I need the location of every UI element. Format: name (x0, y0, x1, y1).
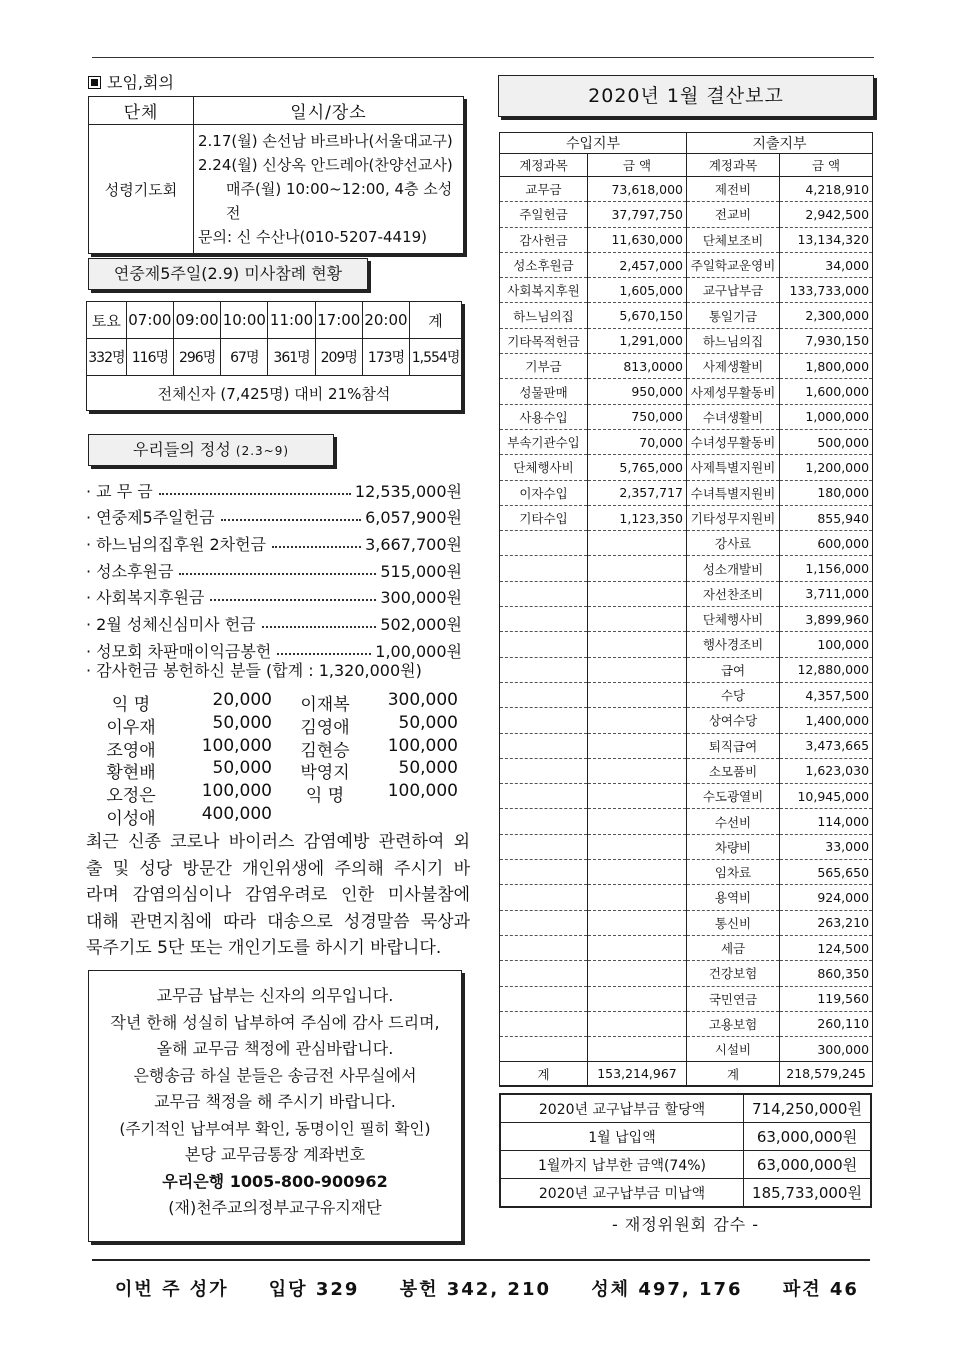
settlement-row (500, 202, 873, 227)
expense-amount: 855,940 (780, 505, 873, 530)
meetings-section-title: 모임,회의 (88, 70, 174, 93)
income-amount: 11,630,000 (588, 227, 687, 252)
mass-count: 332명 (87, 339, 127, 376)
dues-label: 1월 납입액 (500, 1123, 744, 1151)
expense-amount: 2,300,000 (780, 303, 873, 328)
expense-item: 주일학교운영비 (687, 252, 780, 277)
settlement-row (500, 607, 873, 632)
income-item (500, 784, 588, 809)
income-amount (588, 1011, 687, 1036)
tithe-line: 교무금 납부는 신자의 의무입니다. (156, 986, 394, 1005)
settlement-row (500, 682, 873, 707)
tithe-line: 작년 한해 성실히 납부하여 주심에 감사 드리며, (110, 1012, 440, 1032)
income-item (500, 682, 588, 707)
tithe-line: 본당 교무금통장 계좌번호 (184, 1145, 366, 1164)
settlement-row (500, 404, 873, 429)
income-item (500, 885, 588, 910)
income-amount: 1,291,000 (588, 328, 687, 353)
expense-amount: 500,000 (780, 429, 873, 454)
expense-amount: 1,800,000 (780, 354, 873, 379)
expense-item: 통일기금 (687, 303, 780, 328)
meeting-group-name: 성령기도회 (89, 125, 194, 254)
expense-amount: 1,200,000 (780, 455, 873, 480)
income-amount (588, 935, 687, 960)
expense-item: 단체보조비 (687, 227, 780, 252)
meetings-header-group: 단체 (89, 97, 194, 125)
mass-header: 토요 (87, 302, 127, 339)
settlement-row (500, 657, 873, 682)
expense-item: 전교비 (687, 202, 780, 227)
settlement-row (500, 278, 873, 303)
expense-amount: 565,650 (780, 860, 873, 885)
mass-header: 11:00 (268, 302, 315, 339)
income-item (500, 733, 588, 758)
dues-amount: 185,733,000원 (744, 1179, 872, 1208)
expense-item: 고용보험 (687, 1011, 780, 1036)
meeting-line: 매주(월) 10:00~12:00, 4층 소성전 (226, 180, 453, 222)
expense-amount: 860,350 (780, 961, 873, 986)
expense-amount: 100,000 (780, 632, 873, 657)
income-item (500, 1011, 588, 1036)
dues-label: 1월까지 납부한 금액(74%) (500, 1151, 744, 1179)
expense-item: 수녀생활비 (687, 404, 780, 429)
mass-header: 07:00 (126, 302, 173, 339)
expense-total: 218,579,245 (780, 1062, 873, 1087)
income-item: 사용수입 (500, 404, 588, 429)
income-item: 교무금 (500, 177, 588, 202)
settlement-row (500, 556, 873, 581)
income-item: 기부금 (500, 354, 588, 379)
donor-row: 이성애 400,000 (106, 803, 272, 829)
hymn-offertory: 봉헌 342, 210 (399, 1279, 551, 1300)
income-item: 성물판매 (500, 379, 588, 404)
expense-amount: 33,000 (780, 834, 873, 859)
mass-header: 09:00 (173, 302, 220, 339)
settlement-table (499, 132, 873, 1087)
expense-amount: 10,945,000 (780, 784, 873, 809)
income-amount: 70,000 (588, 429, 687, 454)
income-item: 이자수입 (500, 480, 588, 505)
dues-label: 2020년 교구납부금 미납액 (500, 1179, 744, 1208)
offering-item: · 교 무 금 12,535,000원 (86, 481, 462, 501)
col-item-header: 계정과목 (500, 154, 588, 177)
income-item (500, 1037, 588, 1062)
expense-amount: 3,711,000 (780, 581, 873, 606)
notice-line: 출 및 성당 방문간 개인위생에 주의해 주시기 바 (86, 858, 470, 879)
hymn-entrance: 입당 329 (268, 1279, 360, 1300)
settlement-row (500, 303, 873, 328)
expense-amount: 180,000 (780, 480, 873, 505)
settlement-row (500, 581, 873, 606)
income-amount (588, 885, 687, 910)
bottom-rule (92, 1259, 870, 1261)
income-item (500, 657, 588, 682)
expense-total-label: 계 (687, 1062, 780, 1087)
settlement-row (500, 834, 873, 859)
expense-item: 자선찬조비 (687, 581, 780, 606)
expense-item: 사제특별지원비 (687, 455, 780, 480)
expense-item: 수녀특별지원비 (687, 480, 780, 505)
expense-header: 지출지부 (687, 133, 873, 154)
expense-amount: 1,623,030 (780, 758, 873, 783)
tithe-notice-box (88, 970, 462, 1242)
income-amount (588, 784, 687, 809)
expense-item: 수당 (687, 682, 780, 707)
hymn-footer (92, 1275, 882, 1301)
meetings-table (88, 96, 464, 254)
col-item-header: 계정과목 (687, 154, 780, 177)
settlement-row (500, 784, 873, 809)
offering-item: · 성소후원금 515,000원 (86, 561, 462, 581)
expense-item: 단체행사비 (687, 607, 780, 632)
settlement-row (500, 632, 873, 657)
income-amount: 950,000 (588, 379, 687, 404)
income-item: 성소후원금 (500, 252, 588, 277)
income-item (500, 961, 588, 986)
income-item (500, 607, 588, 632)
expense-item: 행사경조비 (687, 632, 780, 657)
hymn-dismissal: 파견 46 (782, 1279, 859, 1300)
notice-line: 대해 관면지침에 따라 대송으로 성경말씀 묵상과 (86, 911, 470, 932)
offering-item: · 연중제5주일헌금 6,057,900원 (86, 508, 462, 528)
expense-item: 교구납부금 (687, 278, 780, 303)
income-amount (588, 986, 687, 1011)
income-item (500, 910, 588, 935)
expense-amount: 260,110 (780, 1011, 873, 1036)
income-amount (588, 581, 687, 606)
expense-item: 국민연금 (687, 986, 780, 1011)
income-item: 기타수입 (500, 505, 588, 530)
expense-amount: 4,218,910 (780, 177, 873, 202)
settlement-row (500, 455, 873, 480)
finance-committee-note: - 재정위원회 감수 - (612, 1215, 759, 1234)
income-amount (588, 657, 687, 682)
expense-amount: 263,210 (780, 910, 873, 935)
offering-item: · 2월 성체신심미사 헌금 502,000원 (86, 615, 462, 635)
settlement-row (500, 531, 873, 556)
expense-item: 제전비 (687, 177, 780, 202)
income-amount: 2,357,717 (588, 480, 687, 505)
meeting-details (194, 125, 464, 254)
tithe-line: 은행송금 하실 분들은 송금전 사무실에서 (133, 1065, 417, 1085)
income-amount (588, 708, 687, 733)
col-amount-header: 금 액 (588, 154, 687, 177)
settlement-row (500, 961, 873, 986)
income-item: 부속기관수입 (500, 429, 588, 454)
expense-amount: 133,733,000 (780, 278, 873, 303)
income-item (500, 834, 588, 859)
settlement-row (500, 733, 873, 758)
expense-item: 하느님의집 (687, 328, 780, 353)
settlement-row (500, 758, 873, 783)
expense-item: 소모품비 (687, 758, 780, 783)
notice-line: 라며 감염의심이나 감염우려로 인한 미사불참에 (86, 885, 470, 905)
settlement-row (500, 910, 873, 935)
income-item: 감사헌금 (500, 227, 588, 252)
mass-header: 20:00 (362, 302, 409, 339)
expense-item: 건강보험 (687, 961, 780, 986)
mass-count: 296명 (173, 339, 220, 376)
expense-amount: 2,942,500 (780, 202, 873, 227)
corona-notice (86, 829, 470, 962)
settlement-row (500, 252, 873, 277)
expense-item: 임차료 (687, 860, 780, 885)
expense-amount: 4,357,500 (780, 682, 873, 707)
settlement-row (500, 379, 873, 404)
donor-row: 오정은 100,000 익 명 100,000 (106, 781, 458, 807)
dues-label: 2020년 교구납부금 할당액 (500, 1094, 744, 1123)
income-amount (588, 632, 687, 657)
thanks-offering-summary: · 감사헌금 봉헌하신 분들 (합계 : 1,320,000원) (86, 661, 422, 680)
bank-account: 우리은행 1005-800-900962 (162, 1171, 388, 1191)
col-amount-header: 금 액 (780, 154, 873, 177)
expense-item: 상여수당 (687, 708, 780, 733)
notice-line: 최근 신종 코로나 바이러스 감염예방 관련하여 외 (86, 832, 470, 852)
income-amount (588, 809, 687, 834)
income-item: 단체행사비 (500, 455, 588, 480)
income-amount: 73,618,000 (588, 177, 687, 202)
mass-count: 116명 (126, 339, 173, 376)
income-item: 기타목적헌금 (500, 328, 588, 353)
meeting-line: 2.24(월) 신상옥 안드레아(찬양선교사) (198, 156, 453, 174)
settlement-row (500, 177, 873, 202)
mass-count: 1,554명 (410, 339, 462, 376)
expense-amount: 34,000 (780, 252, 873, 277)
income-amount (588, 834, 687, 859)
hymn-communion: 성체 497, 176 (591, 1279, 743, 1300)
income-amount (588, 758, 687, 783)
income-total: 153,214,967 (588, 1062, 687, 1087)
mass-count: 67명 (221, 339, 268, 376)
expense-amount: 3,473,665 (780, 733, 873, 758)
income-item (500, 632, 588, 657)
settlement-row (500, 505, 873, 530)
offering-item: · 하느님의집후원 2차헌금 3,667,700원 (86, 535, 462, 555)
settlement-row (500, 809, 873, 834)
income-amount: 1,123,350 (588, 505, 687, 530)
meetings-header-datetime: 일시/장소 (194, 97, 464, 125)
expense-item: 성소개발비 (687, 556, 780, 581)
meeting-line: 2.17(월) 손선남 바르바나(서울대교구) (198, 132, 453, 150)
income-item: 사회복지후원 (500, 278, 588, 303)
income-item (500, 809, 588, 834)
tithe-line: (주기적인 납부여부 확인, 동명이인 필히 확인) (119, 1119, 431, 1138)
income-item (500, 708, 588, 733)
donor-row: 황현배 50,000 박영지 50,000 (106, 758, 458, 784)
mass-attendance-table (86, 301, 462, 411)
expense-item: 사제생활비 (687, 354, 780, 379)
income-total-label: 계 (500, 1062, 588, 1087)
income-amount (588, 961, 687, 986)
hymn-label: 이번 주 성가 (115, 1279, 229, 1300)
dues-amount: 714,250,000원 (744, 1094, 872, 1123)
income-item (500, 758, 588, 783)
income-amount (588, 531, 687, 556)
offerings-title: 우리들의 정성 (2.3~9) (88, 434, 334, 466)
meeting-line: 문의: 신 수산나(010-5207-4419) (198, 228, 428, 246)
expense-amount: 3,899,960 (780, 607, 873, 632)
donor-row: 이우재 50,000 김영애 50,000 (106, 712, 458, 738)
square-bullet-icon (88, 76, 101, 89)
top-rule (92, 57, 874, 58)
income-amount: 5,765,000 (588, 455, 687, 480)
expense-item: 용역비 (687, 885, 780, 910)
expense-amount: 119,560 (780, 986, 873, 1011)
expense-item: 차량비 (687, 834, 780, 859)
offering-item: · 성모회 차판매이익금봉헌 1,00,000원 (86, 641, 462, 661)
notice-line: 묵주기도 5단 또는 개인기도를 하시기 바랍니다. (86, 938, 442, 958)
expense-item: 세금 (687, 935, 780, 960)
income-amount: 813,0000 (588, 354, 687, 379)
offerings-list (86, 475, 462, 662)
expense-amount: 1,400,000 (780, 708, 873, 733)
mass-count: 361명 (268, 339, 315, 376)
settlement-row (500, 1037, 873, 1062)
donor-list (100, 690, 470, 827)
expense-item: 급여 (687, 657, 780, 682)
income-item (500, 935, 588, 960)
mass-attendance-title: 연중제5주일(2.9) 미사참례 현황 (88, 258, 368, 290)
mass-count: 173명 (362, 339, 409, 376)
settlement-row (500, 986, 873, 1011)
expense-amount: 7,930,150 (780, 328, 873, 353)
expense-item: 수녀성무활동비 (687, 429, 780, 454)
settlement-row (500, 885, 873, 910)
settlement-row (500, 354, 873, 379)
settlement-row (500, 708, 873, 733)
income-amount (588, 682, 687, 707)
settlement-row (500, 480, 873, 505)
donor-row: 익 명 20,000 이재복 300,000 (111, 690, 458, 715)
report-title: 2020년 1월 결산보고 (498, 75, 874, 117)
income-amount: 750,000 (588, 404, 687, 429)
mass-count: 209명 (315, 339, 362, 376)
tithe-line: 교무금 책정을 해 주시기 바랍니다. (154, 1092, 396, 1111)
settlement-row (500, 860, 873, 885)
income-header: 수입지부 (500, 133, 687, 154)
expense-amount: 1,600,000 (780, 379, 873, 404)
income-amount: 2,457,000 (588, 252, 687, 277)
diocese-dues-table (499, 1093, 872, 1208)
expense-amount: 13,134,320 (780, 227, 873, 252)
expense-amount: 124,500 (780, 935, 873, 960)
settlement-row (500, 935, 873, 960)
expense-item: 수선비 (687, 809, 780, 834)
foundation-name: (재)천주교의정부교구유지재단 (168, 1198, 382, 1217)
settlement-row (500, 227, 873, 252)
settlement-row (500, 429, 873, 454)
dues-amount: 63,000,000원 (744, 1151, 872, 1179)
donor-row: 조영애 100,000 김현승 100,000 (106, 735, 458, 761)
expense-amount: 1,156,000 (780, 556, 873, 581)
expense-amount: 300,000 (780, 1037, 873, 1062)
expense-item: 강사료 (687, 531, 780, 556)
income-amount (588, 733, 687, 758)
mass-header: 10:00 (221, 302, 268, 339)
income-item (500, 860, 588, 885)
dues-amount: 63,000,000원 (744, 1123, 872, 1151)
income-amount: 37,797,750 (588, 202, 687, 227)
income-item (500, 581, 588, 606)
settlement-row (500, 328, 873, 353)
income-item: 주일헌금 (500, 202, 588, 227)
expense-item: 수도광열비 (687, 784, 780, 809)
income-amount (588, 556, 687, 581)
expense-amount: 924,000 (780, 885, 873, 910)
expense-amount: 114,000 (780, 809, 873, 834)
expense-amount: 1,000,000 (780, 404, 873, 429)
income-amount: 1,605,000 (588, 278, 687, 303)
settlement-row (500, 1011, 873, 1036)
expense-amount: 600,000 (780, 531, 873, 556)
expense-item: 통신비 (687, 910, 780, 935)
expense-amount: 12,880,000 (780, 657, 873, 682)
expense-item: 시설비 (687, 1037, 780, 1062)
income-item: 하느님의집 (500, 303, 588, 328)
income-item (500, 986, 588, 1011)
expense-item: 기타성무지원비 (687, 505, 780, 530)
income-amount (588, 910, 687, 935)
income-item (500, 556, 588, 581)
income-amount (588, 1037, 687, 1062)
income-amount (588, 607, 687, 632)
mass-header: 계 (410, 302, 462, 339)
mass-total-line: 전체신자 (7,425명) 대비 21%참석 (87, 376, 462, 411)
expense-item: 사제성무활동비 (687, 379, 780, 404)
income-item (500, 531, 588, 556)
expense-item: 퇴직급여 (687, 733, 780, 758)
offering-item: · 사회복지후원금 300,000원 (86, 588, 462, 608)
income-amount (588, 860, 687, 885)
mass-header: 17:00 (315, 302, 362, 339)
income-amount: 5,670,150 (588, 303, 687, 328)
tithe-line: 올해 교무금 책정에 관심바랍니다. (156, 1039, 394, 1058)
